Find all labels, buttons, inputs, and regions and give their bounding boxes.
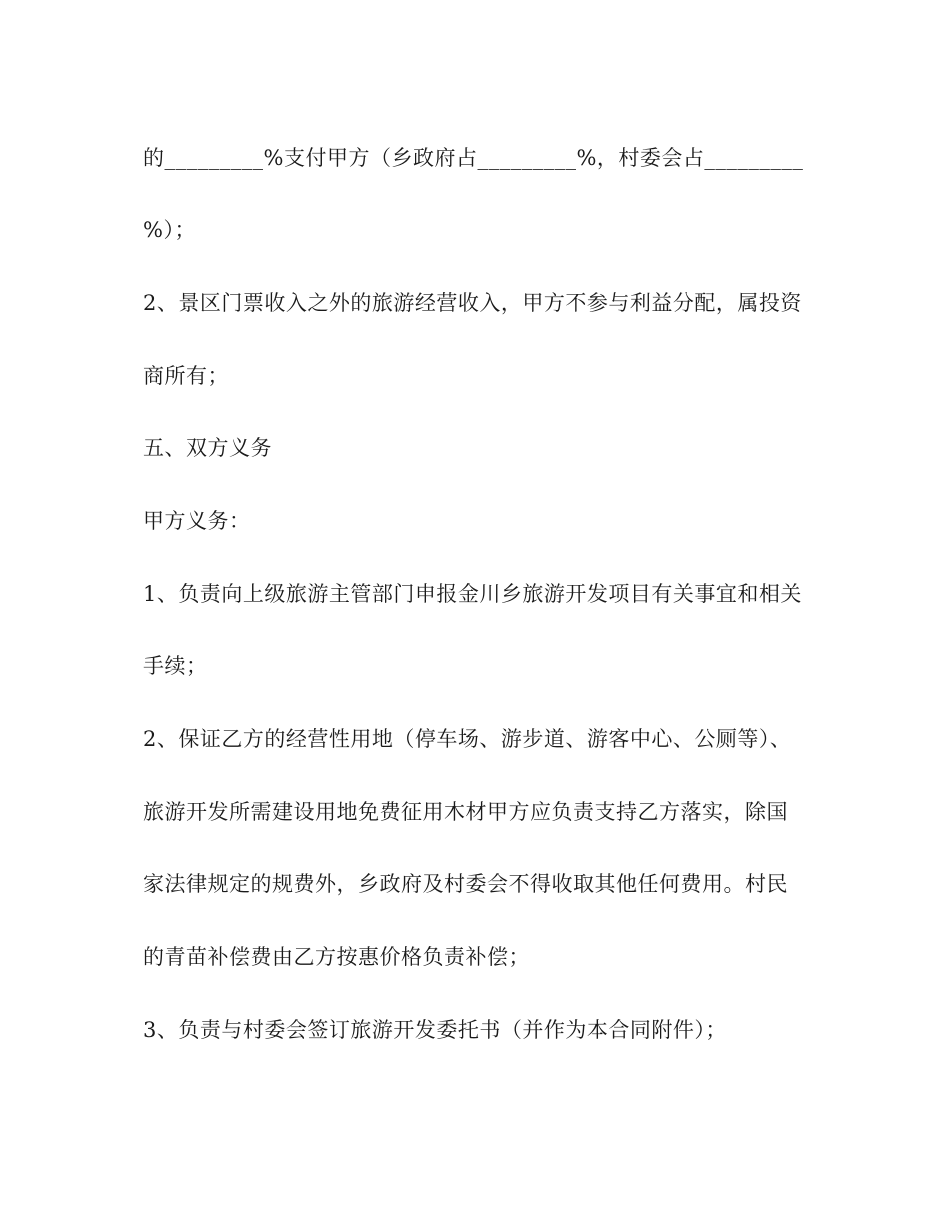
subheading-party-a-obligations: 甲方义务： — [143, 509, 251, 533]
text-line-obligation-2-cont-2: 家法律规定的规费外，乡政府及村委会不得收取其他任何费用。村民 — [143, 872, 788, 896]
text-line-revenue-share-end: %）； — [143, 218, 196, 242]
text-line-revenue-share: 的_________%支付甲方（乡政府占_________%，村委会占_________ — [143, 146, 804, 170]
section-heading-obligations: 五、双方义务 — [143, 436, 272, 460]
text-line-obligation-2-cont-1: 旅游开发所需建设用地免费征用木材甲方应负责支持乙方落实，除国 — [143, 800, 788, 824]
text-line-obligation-2-end: 的青苗补偿费由乙方按惠价格负责补偿； — [143, 945, 530, 969]
text-line-obligation-1: 1、负责向上级旅游主管部门申报金川乡旅游开发项目有关事宜和相关 — [143, 582, 802, 606]
text-line-obligation-2: 2、保证乙方的经营性用地（停车场、游步道、游客中心、公厕等）、 — [143, 727, 792, 751]
text-line-obligation-1-end: 手续； — [143, 654, 208, 678]
text-line-clause-2-end: 商所有； — [143, 364, 229, 388]
text-line-obligation-3: 3、负责与村委会签订旅游开发委托书（并作为本合同附件）； — [143, 1018, 727, 1042]
text-line-clause-2: 2、景区门票收入之外的旅游经营收入，甲方不参与利益分配，属投资 — [143, 291, 802, 315]
